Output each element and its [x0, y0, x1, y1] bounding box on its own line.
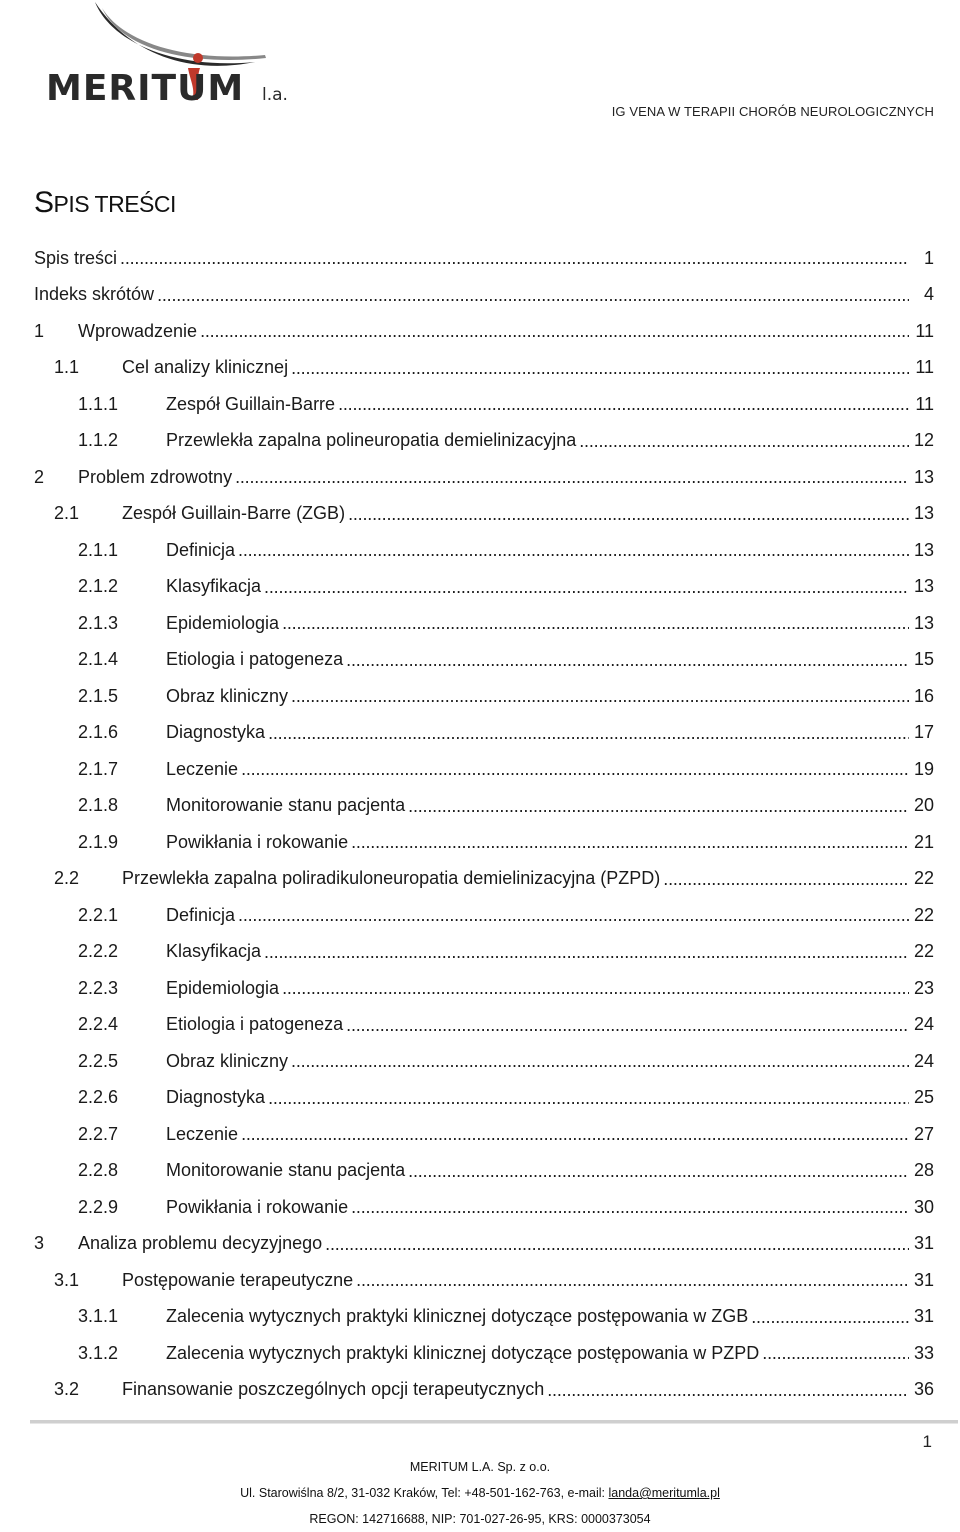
toc-entry-number: 2.1.9 [78, 831, 119, 852]
company-logo [40, 0, 310, 110]
toc-entry-number: 2.1.1 [78, 539, 119, 560]
toc-heading-rest: PIS TREŚCI [53, 191, 176, 217]
toc-entry-number: 2.2.3 [78, 977, 119, 998]
toc-entry[interactable] [34, 715, 934, 752]
footer-divider [30, 1420, 958, 1424]
toc-entry[interactable] [34, 496, 934, 533]
toc-entry-title: Zespół Guillain-Barre (ZGB) [122, 503, 346, 524]
toc-entry-page: 22 [913, 868, 934, 889]
toc-entry-title: Epidemiologia [166, 977, 280, 998]
toc-leader-dots [264, 943, 909, 961]
footer-registry: REGON: 142716688, NIP: 701-027-26-95, KRS: 0000373054 [309, 1512, 651, 1526]
toc-entry-page: 16 [913, 685, 934, 706]
toc-entry-number: 3.1.1 [78, 1306, 119, 1327]
toc-leader-dots [241, 1125, 909, 1143]
toc-entry-page: 11 [915, 393, 934, 414]
toc-entry-page: 13 [913, 612, 934, 633]
toc-entry-title: Wprowadzenie [78, 320, 198, 341]
toc-leader-dots [291, 687, 909, 705]
toc-entry-number: 1.1.2 [78, 430, 119, 451]
toc-entry-page: 1 [923, 247, 934, 268]
toc-leader-dots [356, 1271, 909, 1289]
logo-suffix: l.a. [262, 85, 288, 105]
toc-entry-number: 3 [34, 1233, 45, 1254]
toc-entry[interactable] [34, 313, 934, 350]
toc-entry-number: 2.2.4 [78, 1014, 119, 1035]
toc-entry-title: Klasyfikacja [166, 576, 262, 597]
toc-leader-dots [547, 1381, 909, 1399]
toc-entry[interactable] [34, 970, 934, 1007]
toc-entry-title: Diagnostyka [166, 722, 266, 743]
toc-entry[interactable] [34, 751, 934, 788]
toc-entry-page: 21 [913, 831, 934, 852]
toc-entry-number: 2.2.5 [78, 1050, 119, 1071]
toc-entry-number: 2.1 [54, 503, 80, 524]
toc-entry[interactable] [34, 824, 934, 861]
toc-entry-number: 2.1.8 [78, 795, 119, 816]
toc-leader-dots [338, 395, 909, 413]
toc-entry-title: Cel analizy klinicznej [122, 357, 289, 378]
toc-entry-page: 25 [913, 1087, 934, 1108]
toc-entry[interactable] [34, 459, 934, 496]
toc-entry-page: 13 [913, 576, 934, 597]
toc-entry-page: 31 [913, 1306, 934, 1327]
toc-entry[interactable] [34, 1189, 934, 1226]
toc-entry[interactable] [34, 897, 934, 934]
footer-address: Ul. Starowiślna 8/2, 31-032 Kraków, Tel: +48-501-162-763, e-mail: landa@meritumla.pl [240, 1486, 720, 1500]
toc-entry-number: 2.2 [54, 868, 80, 889]
toc-entry-title: Klasyfikacja [166, 941, 262, 962]
toc-entry-page: 28 [913, 1160, 934, 1181]
toc-entry[interactable] [34, 861, 934, 898]
toc-leader-dots [348, 505, 909, 523]
toc-leader-dots [663, 870, 909, 888]
toc-entry-title: Monitorowanie stanu pacjenta [166, 1160, 406, 1181]
toc-leader-dots [157, 286, 909, 304]
toc-entry[interactable] [34, 605, 934, 642]
toc-entry[interactable] [34, 277, 934, 314]
logo-text: MERITUM [46, 68, 245, 109]
toc-leader-dots [282, 979, 909, 997]
toc-entry-page: 13 [913, 539, 934, 560]
toc-entry-number: 2.1.5 [78, 685, 119, 706]
toc-leader-dots [408, 1162, 909, 1180]
toc-entry-number: 2.1.4 [78, 649, 119, 670]
toc-entry-number: 2.2.2 [78, 941, 119, 962]
toc-leader-dots [346, 651, 909, 669]
toc-entry-number: 2.2.7 [78, 1123, 119, 1144]
toc-entry-number: 1.1.1 [78, 393, 119, 414]
toc-entry[interactable] [34, 1007, 934, 1044]
toc-entry-title: Analiza problemu decyzyjnego [78, 1233, 323, 1254]
toc-entry[interactable] [34, 1116, 934, 1153]
toc-entry-title: Monitorowanie stanu pacjenta [166, 795, 406, 816]
toc-entry-page: 31 [913, 1269, 934, 1290]
toc-entry-title: Definicja [166, 539, 236, 560]
toc-entry[interactable] [34, 678, 934, 715]
toc-leader-dots [291, 359, 909, 377]
toc-entry[interactable] [34, 569, 934, 606]
toc-leader-dots [264, 578, 909, 596]
toc-entry-title: Zespół Guillain-Barre [166, 393, 336, 414]
toc-entry-number: 3.1 [54, 1269, 80, 1290]
toc-entry-title: Problem zdrowotny [78, 466, 233, 487]
toc-leader-dots [235, 468, 909, 486]
footer-email-link[interactable]: landa@meritumla.pl [608, 1486, 720, 1500]
toc-leader-dots [291, 1052, 909, 1070]
toc-entry[interactable] [34, 423, 934, 460]
toc-leader-dots [120, 249, 909, 267]
toc-entry-page: 23 [913, 977, 934, 998]
toc-entry-number: 2.2.9 [78, 1196, 119, 1217]
toc-entry-number: 2.2.1 [78, 904, 119, 925]
toc-entry-number: 2.1.2 [78, 576, 119, 597]
toc-entry-number: 1.1 [54, 357, 80, 378]
toc-entry-number: 1 [34, 320, 45, 341]
toc-leader-dots [346, 1016, 909, 1034]
toc-entry[interactable] [34, 532, 934, 569]
toc-entry-title: Powikłania i rokowanie [166, 831, 349, 852]
toc-entry-page: 15 [913, 649, 934, 670]
toc-leader-dots [241, 760, 909, 778]
toc-entry-title: Finansowanie poszczególnych opcji terapeutycznych [122, 1379, 545, 1400]
toc-entry-title: Obraz kliniczny [166, 1050, 289, 1071]
logo-figure-head [193, 53, 203, 63]
toc-leader-dots [351, 833, 909, 851]
logo-swoosh [95, 2, 255, 66]
toc-entry-page: 27 [913, 1123, 934, 1144]
toc-entry[interactable] [34, 386, 934, 423]
table-of-contents [34, 240, 934, 1408]
toc-entry[interactable] [34, 788, 934, 825]
toc-entry[interactable] [34, 240, 934, 277]
toc-entry-page: 13 [913, 503, 934, 524]
toc-leader-dots [325, 1235, 909, 1253]
toc-entry-page: 30 [913, 1196, 934, 1217]
toc-entry-number: 2.1.7 [78, 758, 119, 779]
toc-entry-page: 36 [913, 1379, 934, 1400]
toc-entry-title: Etiologia i patogeneza [166, 1014, 344, 1035]
toc-entry-title: Zalecenia wytycznych praktyki klinicznej dotyczące postępowania w ZGB [166, 1306, 749, 1327]
toc-entry-number: 2.2.8 [78, 1160, 119, 1181]
toc-entry[interactable] [34, 1372, 934, 1409]
toc-entry-title: Etiologia i patogeneza [166, 649, 344, 670]
toc-entry-title: Definicja [166, 904, 236, 925]
toc-entry[interactable] [34, 1299, 934, 1336]
toc-entry-page: 24 [913, 1050, 934, 1071]
toc-entry[interactable] [34, 1080, 934, 1117]
footer-company: MERITUM L.A. Sp. z o.o. [409, 1460, 551, 1474]
toc-entry-page: 11 [915, 320, 934, 341]
toc-entry-title: Leczenie [166, 758, 239, 779]
toc-entry[interactable] [34, 642, 934, 679]
toc-leader-dots [238, 541, 909, 559]
toc-entry-title: Przewlekła zapalna poliradikuloneuropatia demielinizacyjna (PZPD) [122, 868, 661, 889]
toc-entry-page: 4 [923, 284, 934, 305]
toc-entry-page: 22 [913, 904, 934, 925]
toc-entry-title: Postępowanie terapeutyczne [122, 1269, 354, 1290]
toc-leader-dots [408, 797, 909, 815]
toc-entry-number: 3.2 [54, 1379, 80, 1400]
toc-leader-dots [282, 614, 909, 632]
toc-entry[interactable] [34, 350, 934, 387]
toc-leader-dots [268, 724, 909, 742]
toc-entry-page: 31 [913, 1233, 934, 1254]
toc-leader-dots [238, 906, 909, 924]
toc-leader-dots [268, 1089, 909, 1107]
toc-entry-page: 17 [913, 722, 934, 743]
page-number: 1 [922, 1432, 932, 1451]
toc-entry[interactable] [34, 1335, 934, 1372]
toc-entry-title: Epidemiologia [166, 612, 280, 633]
toc-entry-page: 11 [915, 357, 934, 378]
toc-entry-page: 20 [913, 795, 934, 816]
toc-entry-number: 3.1.2 [78, 1342, 119, 1363]
toc-entry-page: 33 [913, 1342, 934, 1363]
toc-entry-title: Powikłania i rokowanie [166, 1196, 349, 1217]
toc-entry-number: 2.2.6 [78, 1087, 119, 1108]
toc-entry-number: 2 [34, 466, 45, 487]
toc-entry-title: Diagnostyka [166, 1087, 266, 1108]
toc-leader-dots [579, 432, 909, 450]
toc-leader-dots [762, 1344, 909, 1362]
toc-entry-page: 24 [913, 1014, 934, 1035]
toc-entry-title: Indeks skrótów [34, 284, 155, 305]
toc-entry-title: Leczenie [166, 1123, 239, 1144]
toc-entry-page: 13 [913, 466, 934, 487]
toc-entry-title: Przewlekła zapalna polineuropatia demielinizacyjna [166, 430, 577, 451]
document-title: IG VENA W TERAPII CHORÓB NEUROLOGICZNYCH [611, 104, 934, 119]
toc-heading [34, 186, 176, 220]
toc-entry-page: 19 [913, 758, 934, 779]
toc-entry[interactable] [34, 1153, 934, 1190]
toc-entry[interactable] [34, 1262, 934, 1299]
toc-entry-number: 2.1.3 [78, 612, 119, 633]
toc-leader-dots [200, 322, 909, 340]
toc-entry[interactable] [34, 1043, 934, 1080]
toc-entry-page: 22 [913, 941, 934, 962]
toc-entry[interactable] [34, 1226, 934, 1263]
toc-entry-title: Spis treści [34, 247, 118, 268]
footer [0, 1454, 960, 1532]
toc-entry-number: 2.1.6 [78, 722, 119, 743]
toc-leader-dots [351, 1198, 909, 1216]
toc-entry-title: Zalecenia wytycznych praktyki klinicznej dotyczące postępowania w PZPD [166, 1342, 760, 1363]
toc-entry[interactable] [34, 934, 934, 971]
toc-leader-dots [751, 1308, 909, 1326]
toc-entry-title: Obraz kliniczny [166, 685, 289, 706]
toc-heading-first-letter: S [34, 186, 54, 219]
toc-entry-page: 12 [913, 430, 934, 451]
